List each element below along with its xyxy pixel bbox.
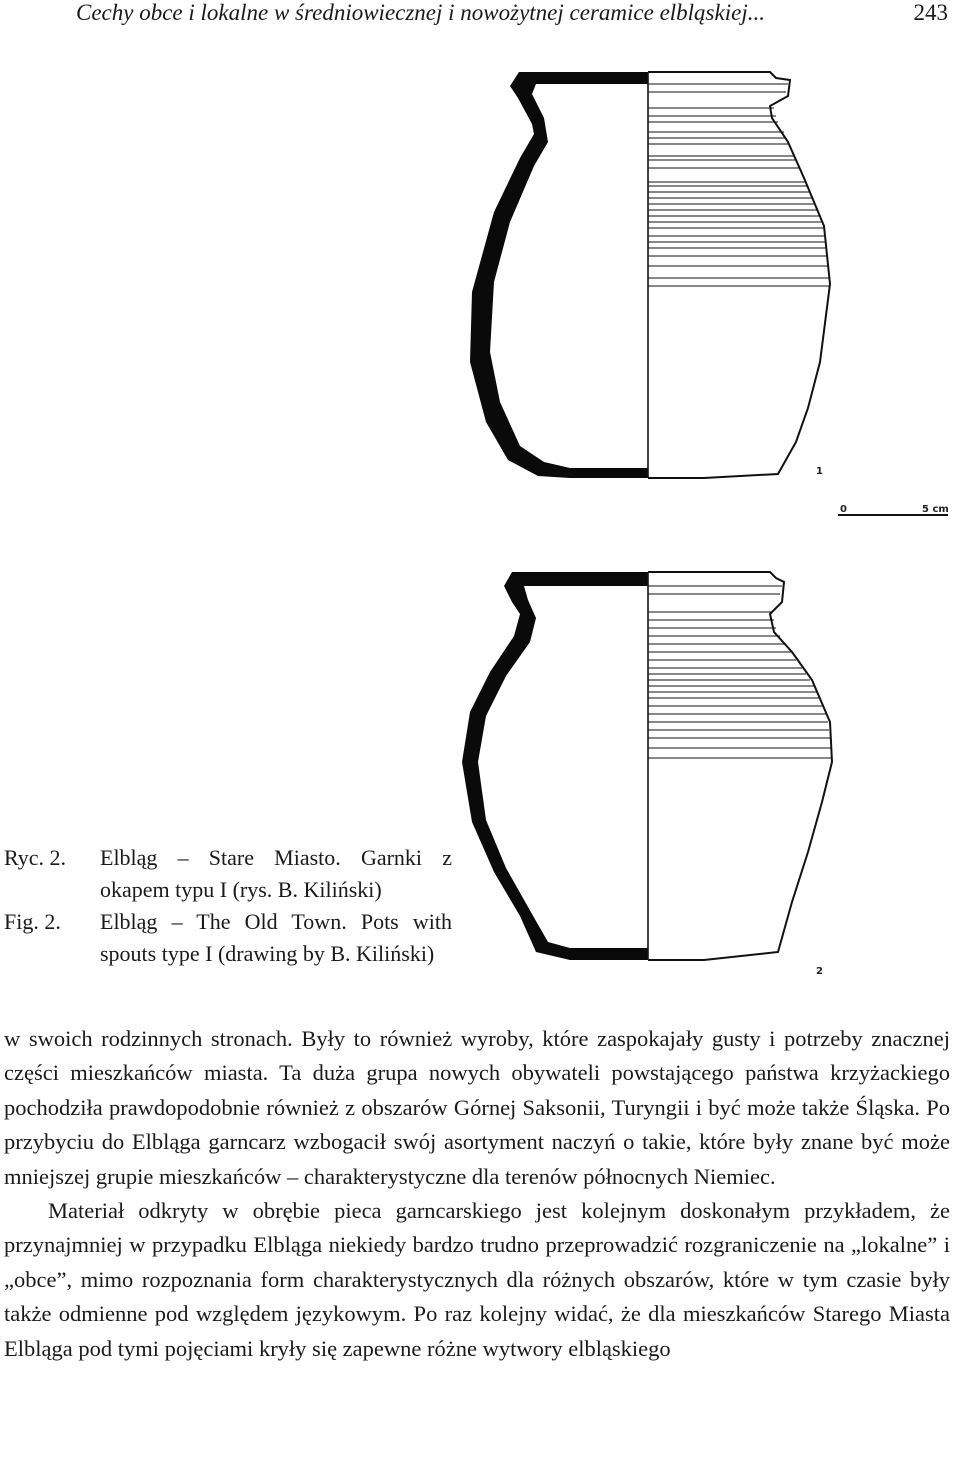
scale-bar (838, 504, 949, 515)
vessel-1-grooves (648, 84, 830, 286)
caption-fig-label: Fig. 2. (4, 909, 61, 934)
vessel-1-outline (648, 72, 830, 478)
vessel-1-section (470, 72, 648, 478)
scale-start-label: 0 (840, 504, 847, 515)
vessel-1-drawing (470, 72, 830, 478)
page-header (0, 0, 960, 30)
body-text (4, 1022, 950, 1366)
vessel-1-label: 1 (816, 466, 823, 477)
caption-ryc-text: Elbląg – Stare Miasto. Garnki z okapem typu I (rys. B. Kiliński) (100, 845, 452, 902)
paragraph-1: w swoich rodzinnych stronach. Były to również wyroby, które zaspokajały gusty i potrzeby znacznej części mieszkańców miasta. Ta duża grupa nowych obywateli powstającego państwa krzyżackiego pochodziła prawdopodobnie również z obszarów Górnej Saksonii, Turyngii i być może także Śląska. Po przybyciu do Elbląga garncarz wzbogacił swój asortyment naczyń o takie, które były znane być może mniejszej grupie mieszkańców – charakterystyczne dla terenów północnych Niemiec. (4, 1026, 950, 1189)
scale-end-label: 5 cm (922, 504, 949, 515)
vessel-2-section (462, 572, 648, 960)
vessel-2-drawing (462, 572, 832, 977)
figure-caption (4, 842, 452, 970)
paragraph-2: Materiał odkryty w obrębie pieca garncarskiego jest kolejnym doskonałym przykładem, że przynajmniej w przypadku Elbląga niekiedy bardzo trudno przeprowadzić rozgraniczenie na „lokalne” i „obce”, mimo rozpoznania form charakterystycznych dla różnych obszarów, które w tym czasie były także odmienne pod względem językowym. Po raz kolejny widać, że dla mieszkańców Starego Miasta Elbląga pod tymi pojęciami kryły się zapewne różne wytwory elbląskiego (4, 1198, 950, 1361)
caption-english (4, 906, 452, 970)
vessel-2-label: 2 (816, 966, 823, 977)
caption-fig-text: Elbląg – The Old Town. Pots with spouts type I (drawing by B. Kiliński) (100, 909, 452, 966)
figure-pot-drawings (440, 62, 960, 992)
page-number: 243 (913, 0, 948, 25)
caption-polish (4, 842, 452, 906)
vessel-2-grooves (648, 586, 832, 758)
caption-ryc-label: Ryc. 2. (4, 845, 67, 870)
running-title: Cechy obce i lokalne w średniowiecznej i nowożytnej ceramice elbląskiej... (76, 0, 765, 25)
vessel-2-outline (648, 572, 832, 960)
